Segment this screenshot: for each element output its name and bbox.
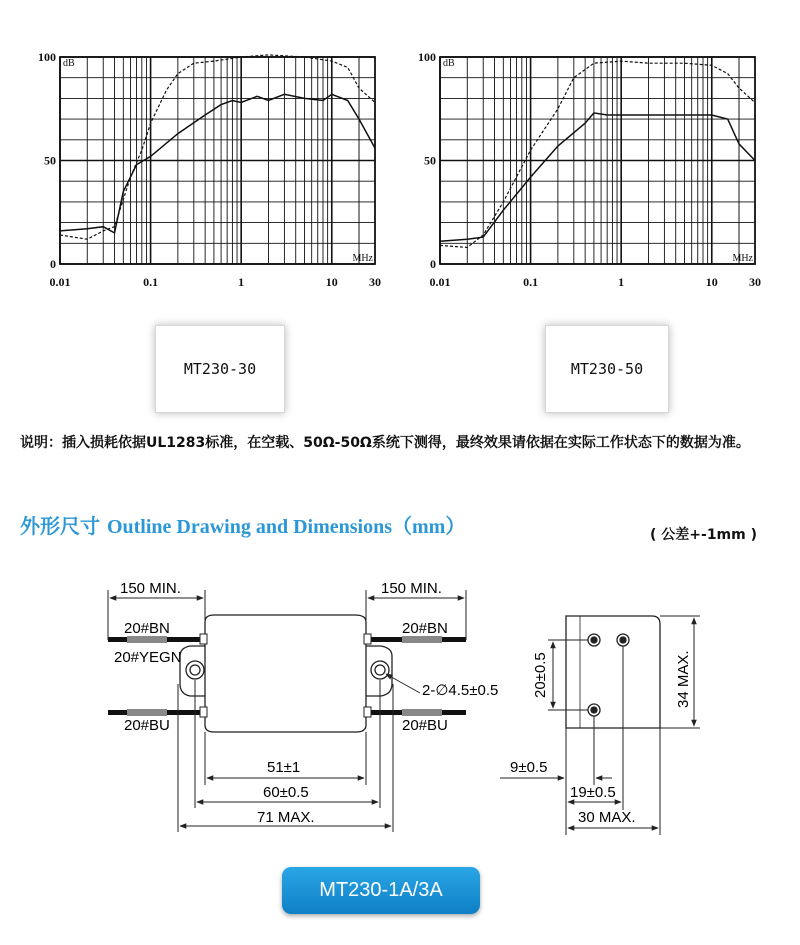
measurement-note: 说明：插入损耗依据UL1283标准，在空载、50Ω-50Ω系统下测得，最终效果请依据在实际工作状态下的数据为准。 bbox=[20, 435, 750, 451]
lead-length-right: 150 MIN. bbox=[381, 580, 442, 597]
filter-side-view bbox=[566, 616, 660, 728]
insertion-loss-chart-mt230-30 bbox=[30, 42, 400, 292]
dim-9: 9±0.5 bbox=[510, 759, 548, 776]
lead-length-left: 150 MIN. bbox=[120, 580, 181, 597]
wire-label-bu-right: 20#BU bbox=[402, 717, 448, 734]
x-tick-label: 0.1 bbox=[143, 275, 159, 289]
wire-label-bn-right: 20#BN bbox=[402, 620, 448, 637]
wire-label-bn-left: 20#BN bbox=[124, 620, 170, 637]
dim-30: 30 MAX. bbox=[578, 809, 636, 826]
dim-20: 20±0.5 bbox=[532, 652, 549, 698]
y-tick-label: 0 bbox=[50, 257, 56, 271]
product-model-label: MT230-1A/3A bbox=[319, 879, 443, 901]
filter-front-view bbox=[180, 615, 392, 732]
wire-label-bu-left: 20#BU bbox=[124, 717, 170, 734]
model-label-text: MT230-50 bbox=[570, 360, 644, 378]
chart-grid bbox=[440, 57, 755, 264]
x-tick-label: 10 bbox=[705, 275, 718, 289]
model-label-mt230-50 bbox=[545, 325, 669, 413]
mounting-hole-label: 2-∅4.5±0.5 bbox=[422, 682, 499, 699]
chart-labels bbox=[418, 50, 761, 289]
y-tick-label: 100 bbox=[418, 50, 436, 64]
x-tick-label: 1 bbox=[238, 275, 245, 289]
model-label-mt230-30 bbox=[155, 325, 285, 413]
x-unit-label: MHz bbox=[352, 253, 373, 264]
y-unit-label: dB bbox=[443, 58, 455, 69]
section-title-cn: 外形尺寸 bbox=[20, 514, 100, 538]
chart-grid bbox=[60, 57, 375, 264]
section-title-en: Outline Drawing and Dimensions（mm） bbox=[106, 516, 466, 538]
x-tick-label: 1 bbox=[618, 275, 625, 289]
y-tick-label: 50 bbox=[44, 153, 56, 168]
product-model-button[interactable] bbox=[282, 867, 480, 914]
dim-60: 60±0.5 bbox=[263, 784, 309, 801]
x-tick-label: 10 bbox=[325, 275, 338, 289]
insertion-loss-chart-mt230-50 bbox=[410, 42, 780, 292]
dim-51: 51±1 bbox=[267, 759, 301, 776]
dim-34: 34 MAX. bbox=[675, 650, 692, 708]
x-tick-label: 30 bbox=[369, 275, 381, 289]
y-unit-label: dB bbox=[63, 58, 75, 69]
x-tick-label: 0.1 bbox=[523, 275, 539, 289]
chart-labels bbox=[38, 50, 381, 289]
y-tick-label: 0 bbox=[430, 257, 436, 271]
tolerance-note: ( 公差+-1mm ) bbox=[650, 527, 758, 543]
wire-label-yegn: 20#YEGN bbox=[114, 649, 182, 666]
y-tick-label: 100 bbox=[38, 50, 56, 64]
dim-19: 19±0.5 bbox=[570, 784, 616, 801]
outline-drawing bbox=[0, 560, 800, 850]
x-tick-label: 0.01 bbox=[49, 275, 71, 289]
dim-71: 71 MAX. bbox=[257, 809, 315, 826]
section-title bbox=[20, 510, 465, 539]
x-tick-label: 30 bbox=[749, 275, 761, 289]
y-tick-label: 50 bbox=[424, 153, 436, 168]
model-label-text: MT230-30 bbox=[183, 360, 257, 378]
x-unit-label: MHz bbox=[732, 253, 753, 264]
x-tick-label: 0.01 bbox=[429, 275, 451, 289]
